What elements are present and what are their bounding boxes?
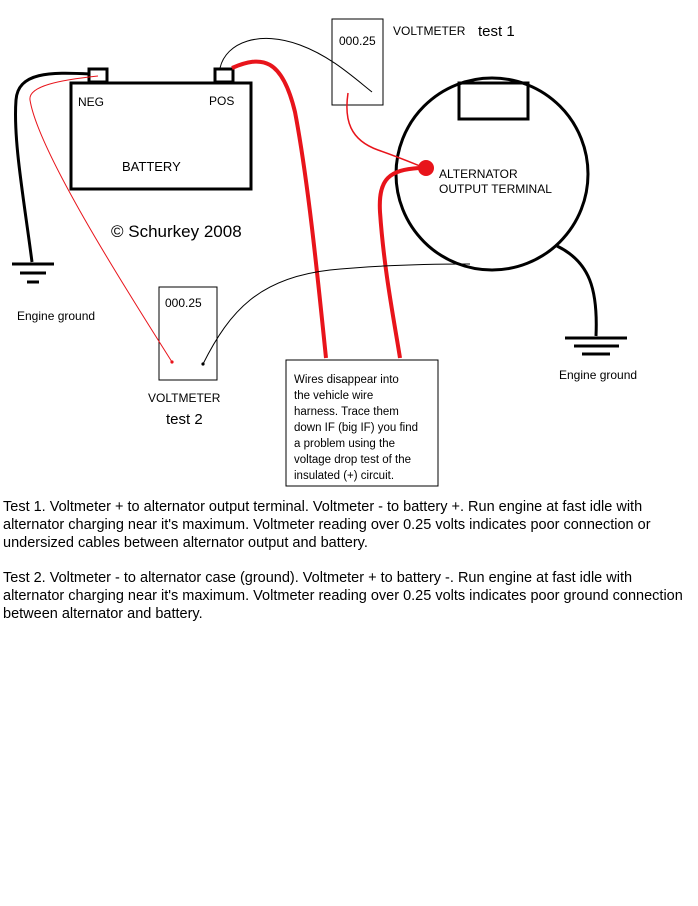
note-line: harness. Trace them	[294, 406, 399, 418]
battery-positive-post	[215, 69, 233, 82]
voltmeter-2-test-label: test 2	[166, 411, 203, 428]
voltmeter-1-test-label: test 1	[478, 23, 515, 40]
engine-ground-left-symbol	[12, 264, 54, 282]
voltmeter-2-reading: 000.25	[165, 296, 202, 310]
engine-ground-right-label: Engine ground	[559, 368, 638, 382]
note-line: a problem using the	[294, 438, 396, 450]
test-1-instructions: Test 1. Voltmeter + to alternator output terminal. Voltmeter - to battery +. Run engine at fast idle with alternator charging near it's maximum. Voltmeter reading over 0.25 volts indicates poor connection or undersized cables between alternator output and battery.	[3, 499, 651, 551]
battery-negative-post	[89, 69, 107, 82]
note-line: Wires disappear into	[294, 374, 399, 386]
test-2-instructions: Test 2. Voltmeter - to alternator case (ground). Voltmeter + to battery -. Run engine at fast idle with alternator charging near it's maximum. Voltmeter reading over 0.25 volts indicates poor ground connection between alternator and battery.	[3, 570, 683, 622]
alternator-connector	[459, 83, 528, 119]
note-line: voltage drop test of the	[294, 454, 411, 466]
voltmeter-2-label: VOLTMETER	[148, 391, 221, 405]
voltmeter-2-negative-probe	[201, 362, 204, 365]
copyright-text: © Schurkey 2008	[111, 222, 242, 241]
positive-cable-to-harness-1	[232, 62, 326, 358]
voltmeter-1-label: VOLTMETER	[393, 24, 466, 38]
engine-ground-left-label: Engine ground	[17, 309, 96, 323]
alternator-terminal-label-line1: ALTERNATOR	[439, 167, 518, 181]
alternator-ground-cable	[557, 246, 596, 336]
alternator-output-terminal	[418, 160, 434, 176]
voltmeter-2-positive-probe	[170, 360, 173, 363]
alternator-terminal-label-line2: OUTPUT TERMINAL	[439, 182, 552, 196]
note-line: down IF (big IF) you find	[294, 422, 418, 434]
engine-ground-right-symbol	[565, 338, 627, 354]
note-line: the vehicle wire	[294, 390, 374, 402]
voltmeter-2-negative-lead	[203, 264, 470, 364]
test-instructions	[3, 498, 697, 640]
voltmeter-1-body	[332, 19, 383, 105]
battery-neg-label: NEG	[78, 95, 105, 109]
battery-pos-label: POS	[209, 94, 235, 108]
note-line: insulated (+) circuit.	[294, 470, 395, 482]
battery-label: BATTERY	[122, 159, 181, 174]
voltmeter-1-reading: 000.25	[339, 34, 376, 48]
